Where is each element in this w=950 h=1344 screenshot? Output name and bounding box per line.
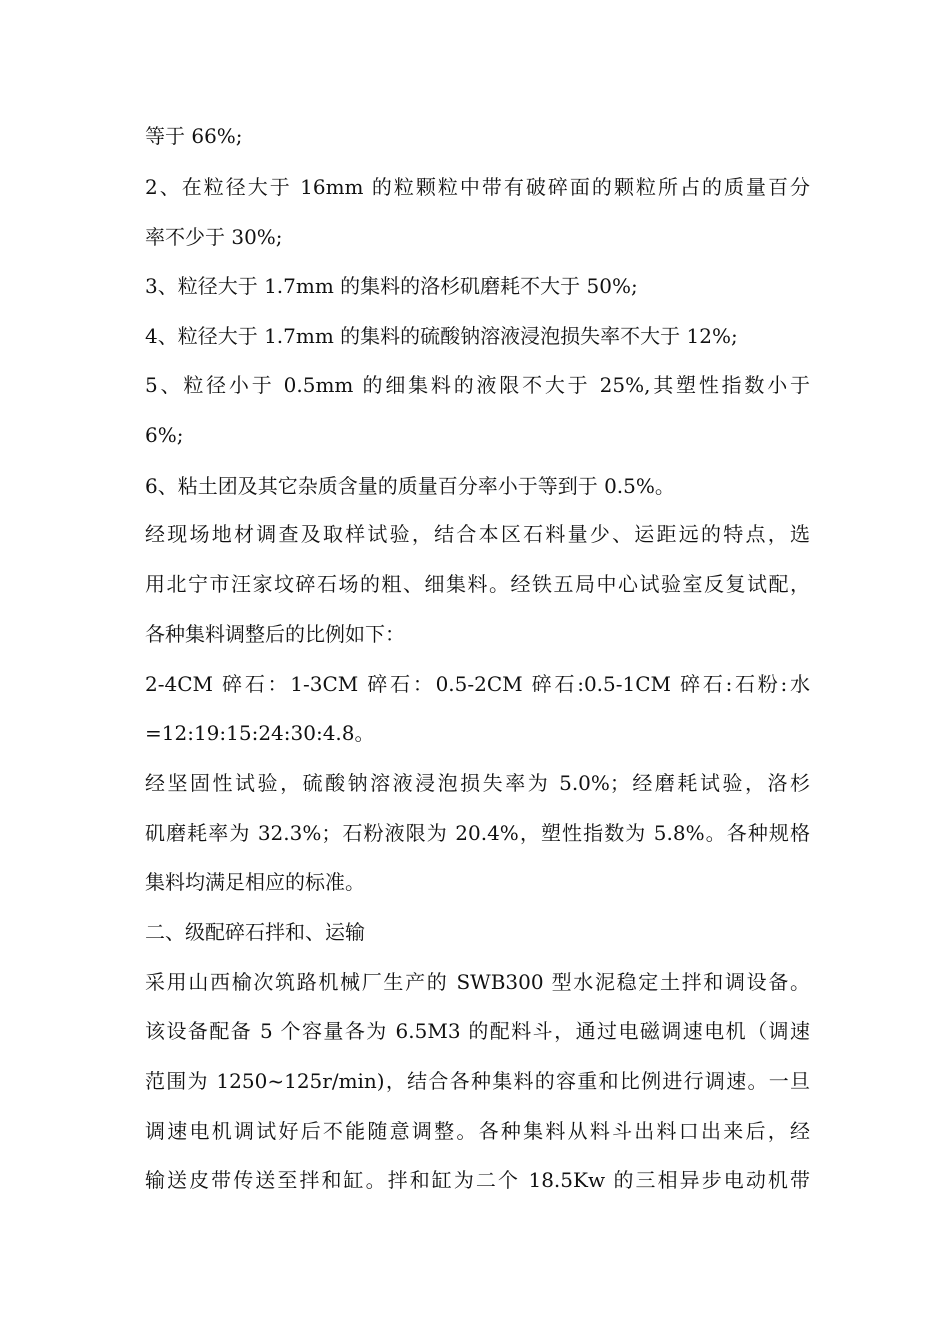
- text-line: 等于 66%;: [145, 124, 243, 148]
- text-line: 2、在粒径大于 16mm 的粒颗粒中带有破碎面的颗粒所占的质量百分: [145, 175, 810, 199]
- text-line: 5、粒径小于 0.5mm 的细集料的液限不大于 25%,其塑性指数小于: [145, 373, 810, 397]
- text-line: 范围为 1250~125r/min)，结合各种集料的容重和比例进行调速。一旦: [145, 1069, 810, 1093]
- text-line: =12:19:15:24:30:4.8。: [145, 721, 375, 745]
- text-line: 该设备配备 5 个容量各为 6.5M3 的配料斗，通过电磁调速电机（调速: [145, 1019, 810, 1043]
- text-line: 6、粘土团及其它杂质含量的质量百分率小于等到于 0.5%。: [145, 474, 675, 498]
- text-line: 2-4CM 碎石：1-3CM 碎石：0.5-2CM 碎石:0.5-1CM 碎石:石粉:水: [145, 672, 810, 696]
- text-line: 经坚固性试验，硫酸钠溶液浸泡损失率为 5.0%；经磨耗试验，洛杉: [145, 771, 810, 795]
- text-line: 6%;: [145, 423, 184, 447]
- text-line: 调速电机调试好后不能随意调整。各种集料从料斗出料口出来后，经: [145, 1119, 810, 1143]
- text-line: 率不少于 30%;: [145, 225, 283, 249]
- text-line: 采用山西榆次筑路机械厂生产的 SWB300 型水泥稳定土拌和调设备。: [145, 970, 810, 994]
- text-line: 集料均满足相应的标准。: [145, 870, 365, 894]
- text-line: 经现场地材调查及取样试验，结合本区石料量少、运距远的特点，选: [145, 522, 810, 546]
- text-line: 4、粒径大于 1.7mm 的集料的硫酸钠溶液浸泡损失率不大于 12%;: [145, 324, 738, 348]
- section-heading: 二、级配碎石拌和、运输: [145, 920, 365, 944]
- text-line: 各种集料调整后的比例如下：: [145, 622, 405, 646]
- text-line: 矶磨耗率为 32.3%；石粉液限为 20.4%，塑性指数为 5.8%。各种规格: [145, 821, 810, 845]
- text-line: 输送皮带传送至拌和缸。拌和缸为二个 18.5Kw 的三相异步电动机带: [145, 1168, 810, 1192]
- text-line: 用北宁市汪家坟碎石场的粗、细集料。经铁五局中心试验室反复试配，: [145, 572, 810, 596]
- text-line: 3、粒径大于 1.7mm 的集料的洛杉矶磨耗不大于 50%;: [145, 274, 638, 298]
